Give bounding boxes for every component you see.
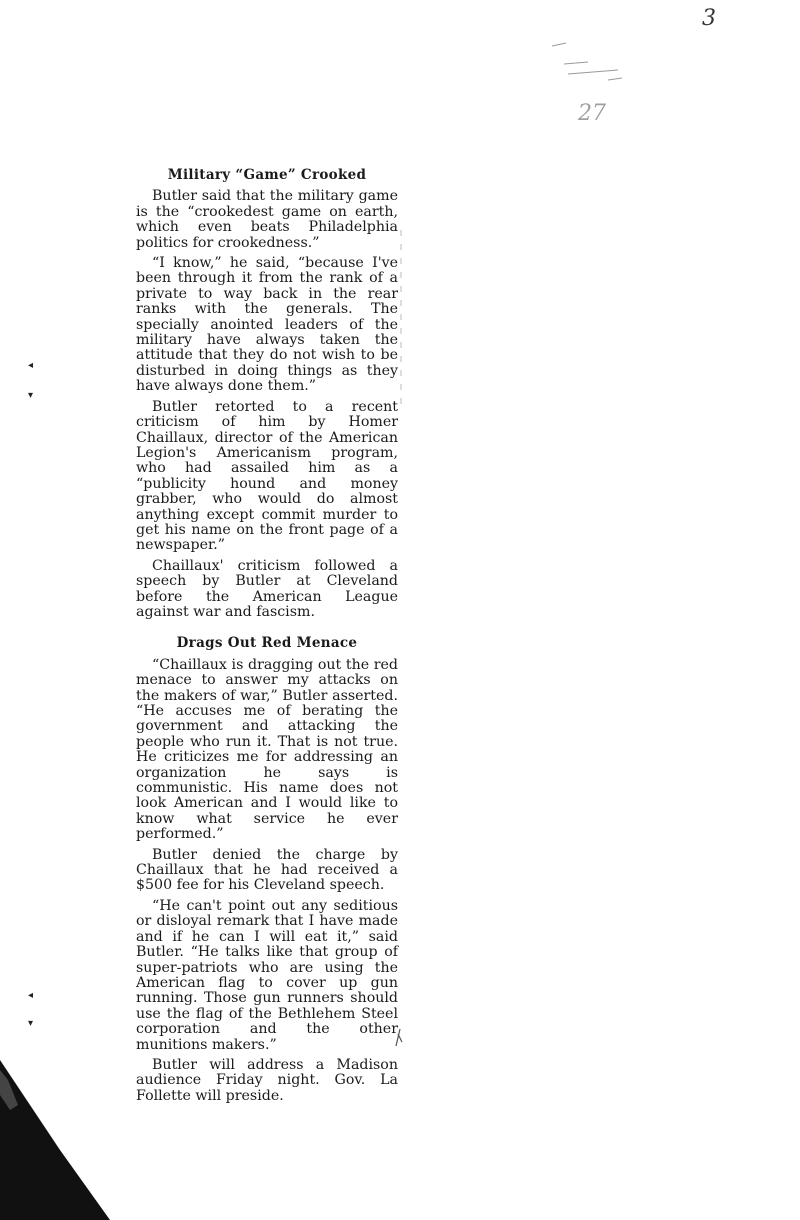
article-column (136, 168, 398, 1109)
margin-rule (399, 230, 403, 410)
article-paragraph: Butler denied the charge by Chaillaux that he had received a $500 fee for his Cleveland speech. (136, 846, 398, 894)
end-mark (393, 1028, 405, 1048)
margin-dot: ▾ (28, 390, 34, 401)
article-paragraph: Butler will address a Madison audience Friday night. Gov. La Follette will preside. (136, 1056, 398, 1104)
margin-dot: ◂ (28, 990, 34, 1001)
article-paragraph: “He can't point out any seditious or disloyal remark that I have made and if he can I will eat it,” said Butler. “He talks like that group of super-patriots who are using the American flag to cover up gun running. Those gun runners should use the flag of the Bethlehem Steel corporation and the other munitions makers.” (136, 897, 398, 1053)
section-heading: Drags Out Red Menace (176, 635, 358, 652)
article-paragraph: Chaillaux' criticism followed a speech by Butler at Cleveland before the American League against war and fascism. (136, 557, 398, 620)
pencil-note: 27 (578, 101, 606, 126)
margin-dot: ▾ (28, 1018, 34, 1029)
article-paragraph: Butler said that the military game is the “crookedest game on earth, which even beats Philadelphia politics for crookedness.” (136, 188, 398, 251)
margin-dot: ◂ (28, 360, 34, 371)
page-number: 3 (702, 6, 716, 31)
section-heading: Military “Game” Crooked (167, 167, 367, 183)
article-paragraph: “I know,” he said, “because I've been through it from the rank of a private to way back in the rear ranks with the generals. The specially anointed leaders of the military have always taken the attitude that they do not wish to be disturbed in doing things as they have always done them.” (136, 255, 398, 395)
article-paragraph: “Chaillaux is dragging out the red menace to answer my attacks on the makers of war,” Butler asserted. “He accuses me of berating the government and attacking the people who run it. That is not true. He criticizes me for addressing an organization he says is communistic. His name does not look American and I would like to know what service he ever performed.” (136, 656, 398, 843)
pencil-annotation (548, 40, 638, 130)
article-paragraph: Butler retorted to a recent criticism of him by Homer Chaillaux, director of the American Legion's Americanism program, who had assailed him as a “publicity hound and money grabber, who would do almost anything except commit murder to get his name on the front page of a newspaper.” (136, 398, 398, 554)
scan-corner-shadow (0, 920, 130, 1220)
